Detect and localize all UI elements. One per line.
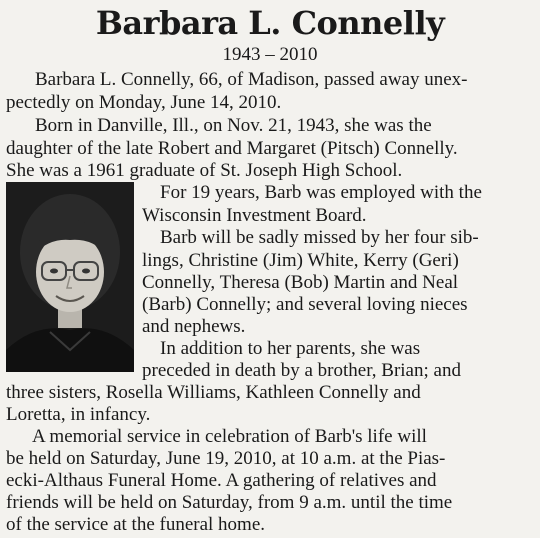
body-line-18: be held on Saturday, June 19, 2010, at 10 a.m. at the Pias-	[6, 448, 446, 469]
portrait-photo	[6, 182, 134, 372]
body-line-12: and nephews.	[142, 316, 246, 337]
body-line-4: daughter of the late Robert and Margaret (Pitsch) Connelly.	[6, 138, 458, 159]
body-line-14: preceded in death by a brother, Brian; and	[142, 360, 461, 381]
body-line-15: three sisters, Rosella Williams, Kathleen Connelly and	[6, 382, 421, 403]
body-line-9: lings, Christine (Jim) White, Kerry (Geri)	[142, 250, 459, 271]
body-line-13: In addition to her parents, she was	[160, 338, 421, 359]
body-line-19: ecki-Althaus Funeral Home. A gathering of relatives and	[6, 470, 437, 491]
obituary-years: 1943 – 2010	[222, 44, 318, 65]
obituary-name: Barbara L. Connelly	[95, 4, 445, 42]
body-line-5: She was a 1961 graduate of St. Joseph High School.	[6, 160, 403, 181]
body-line-17: A memorial service in celebration of Barb's life will	[32, 426, 427, 447]
body-line-1: Barbara L. Connelly, 66, of Madison, passed away unex-	[35, 69, 468, 90]
body-line-10: Connelly, Theresa (Bob) Martin and Neal	[142, 272, 459, 293]
body-line-8: Barb will be sadly missed by her four sib-	[160, 227, 479, 248]
body-line-16: Loretta, in infancy.	[6, 404, 151, 425]
body-line-20: friends will be held on Saturday, from 9 a.m. until the time	[6, 492, 453, 513]
body-line-6: For 19 years, Barb was employed with the	[160, 182, 482, 203]
body-line-11: (Barb) Connelly; and several loving nieces	[142, 294, 468, 315]
body-line-21: of the service at the funeral home.	[6, 514, 266, 535]
body-line-2: pectedly on Monday, June 14, 2010.	[6, 92, 282, 113]
body-line-7: Wisconsin Investment Board.	[142, 205, 367, 226]
body-line-3: Born in Danville, Ill., on Nov. 21, 1943, she was the	[35, 115, 432, 136]
